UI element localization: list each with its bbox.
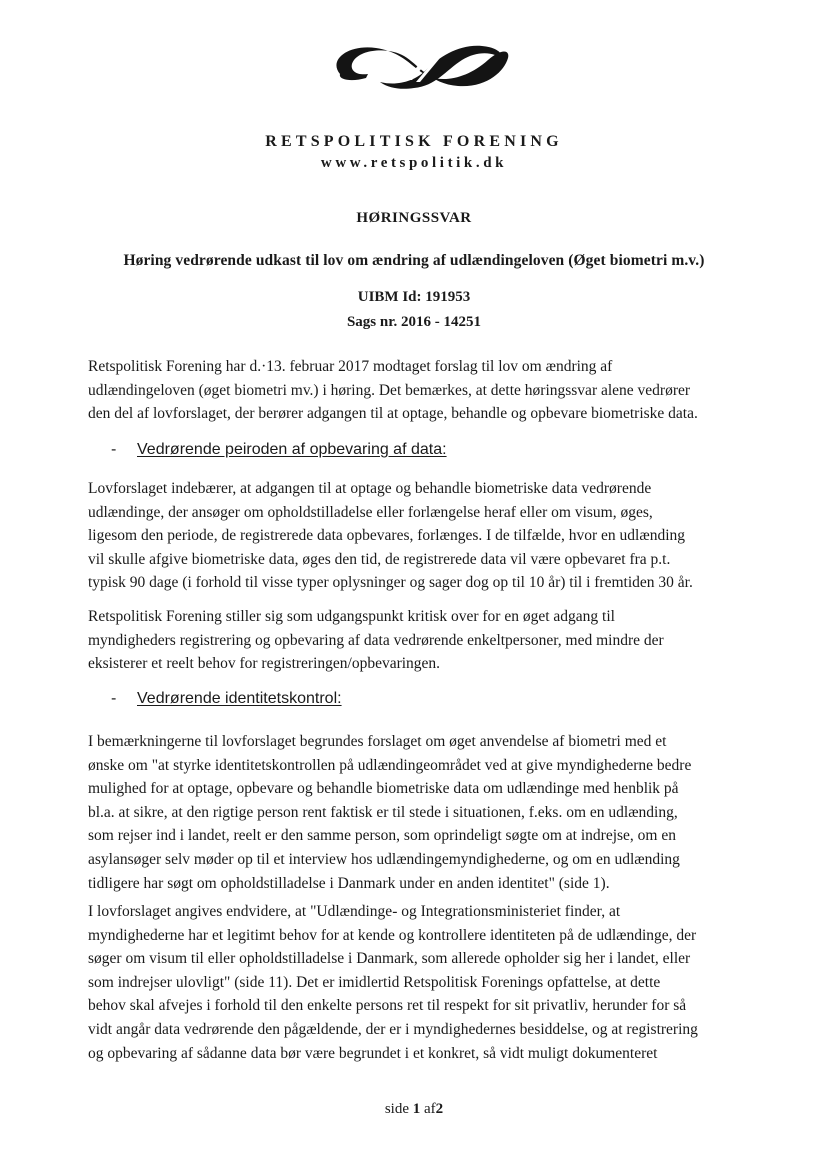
bullet-dash: -	[111, 690, 117, 707]
organization-website: www.retspolitik.dk	[320, 155, 508, 171]
text-line: asylansøger selv møder op til et interview hos udlændingemyndighederne, og om en udlænding	[88, 850, 680, 868]
page-current: 1	[412, 1101, 421, 1117]
section-heading-text: Vedrørende identitetskontrol:	[137, 690, 342, 707]
identity-paragraph	[88, 730, 748, 895]
period-paragraph	[88, 477, 748, 595]
reference-id: UIBM Id: 191953	[357, 289, 471, 305]
text-line: tidligere har søgt om opholdstilladelse i Danmark under en anden identitet" (side 1).	[88, 874, 610, 892]
text-line: I lovforslaget angives endvidere, at "Udlændinge- og Integrationsministeriet finder, at	[88, 903, 621, 920]
text-line: som indrejser ulovligt" (side 11). Det er imidlertid Retspolitisk Forenings opfattelse, at dette	[88, 973, 661, 991]
text-line: Retspolitisk Forening har d.·13. februar 2017 modtaget forslag til lov om ændring af	[88, 358, 613, 375]
bullet-dash: -	[111, 441, 117, 458]
text-line: den del af lovforslaget, der berører adgangen til at optage, behandle og opbevare biometriske data.	[88, 405, 698, 423]
section-heading-identity	[111, 690, 342, 708]
text-line: I bemærkningerne til lovforslaget begrundes forslaget om øget anvendelse af biometri med et	[88, 733, 667, 750]
text-line: eksisterer et reelt behov for registreringen/opbevaringen.	[88, 655, 441, 673]
text-line: udlændinge, der ansøger om opholdstilladelse eller forlængelse heraf eller om visum, øges,	[88, 503, 653, 521]
document-type-heading: HØRINGSSVAR	[356, 210, 472, 226]
organization-name: RETSPOLITISK FORENING	[265, 133, 563, 150]
text-line: typisk 90 dage (i forhold til visse typer oplysninger og sager dog op til 10 år) til i fremtiden 30 år.	[88, 574, 693, 592]
text-line: bl.a. at sikre, at den rigtige person rent faktisk er til stede i situationen, f.eks. om en udlænding,	[88, 803, 678, 821]
page-total: 2	[435, 1101, 444, 1117]
text-line: søger om visum til eller opholdstilladelse i Danmark, som allerede opholder sig her i landet, eller	[88, 950, 691, 968]
text-line: vidt angår data vedrørende den pågældende, der er i myndighedernes besiddelse, og at registrering	[88, 1020, 698, 1038]
text-line: Lovforslaget indebærer, at adgangen til at optage og behandle biometriske data vedrørende	[88, 480, 652, 497]
text-line: vil skulle afgive biometriske data, øges den tid, de registrerede data vil være opbevaret fra p.t.	[88, 550, 671, 568]
infinity-logo-icon	[318, 30, 514, 100]
text-line: behov skal afvejes i forhold til den enkelte persons ret til respekt for sit privatliv, herunder for så	[88, 997, 687, 1015]
critical-paragraph	[88, 605, 748, 676]
text-line: ligesom den periode, de registrerede data opbevares, forlænges. I de tilfælde, hvor en udlænding	[88, 527, 686, 545]
intro-paragraph	[88, 355, 748, 426]
section-heading-text: Vedrørende peiroden af opbevaring af data:	[137, 441, 447, 458]
text-line: udlændingeloven (øget biometri mv.) i høring. Det bemærkes, at dette høringssvar alene vedrører	[88, 381, 691, 399]
ministry-paragraph	[88, 900, 748, 1065]
text-line: og opbevaring af sådanne data bør være begrundet i et konkret, så vidt muligt dokumenteret	[88, 1044, 658, 1062]
text-line: ønske om "at styrke identitetskontrollen på udlændingeområdet ved at give myndighederne bedre	[88, 756, 692, 774]
section-heading-period	[111, 441, 447, 459]
page-prefix: side	[384, 1101, 409, 1117]
text-line: mulighed for at optage, opbevare og behandle biometriske data om udlændinge med henblik på	[88, 780, 679, 798]
document-subject: Høring vedrørende udkast til lov om ændring af udlændingeloven (Øget biometri m.v.)	[123, 252, 705, 269]
case-number: Sags nr. 2016 - 14251	[346, 314, 482, 330]
text-line: som rejser ind i landet, reelt er den samme person, som oprindeligt søgte om at indrejse, om en	[88, 827, 676, 845]
page-number	[0, 1101, 828, 1118]
text-line: myndighederne har et legitimt behov for at kende og kontrollere identiteten på de udlændinge, der	[88, 926, 697, 944]
page-of: af	[424, 1101, 436, 1117]
text-line: Retspolitisk Forening stiller sig som udgangspunkt kritisk over for en øget adgang til	[88, 608, 615, 625]
text-line: myndigheders registrering og opbevaring af data vedrørende enkeltpersoner, med mindre der	[88, 631, 664, 649]
